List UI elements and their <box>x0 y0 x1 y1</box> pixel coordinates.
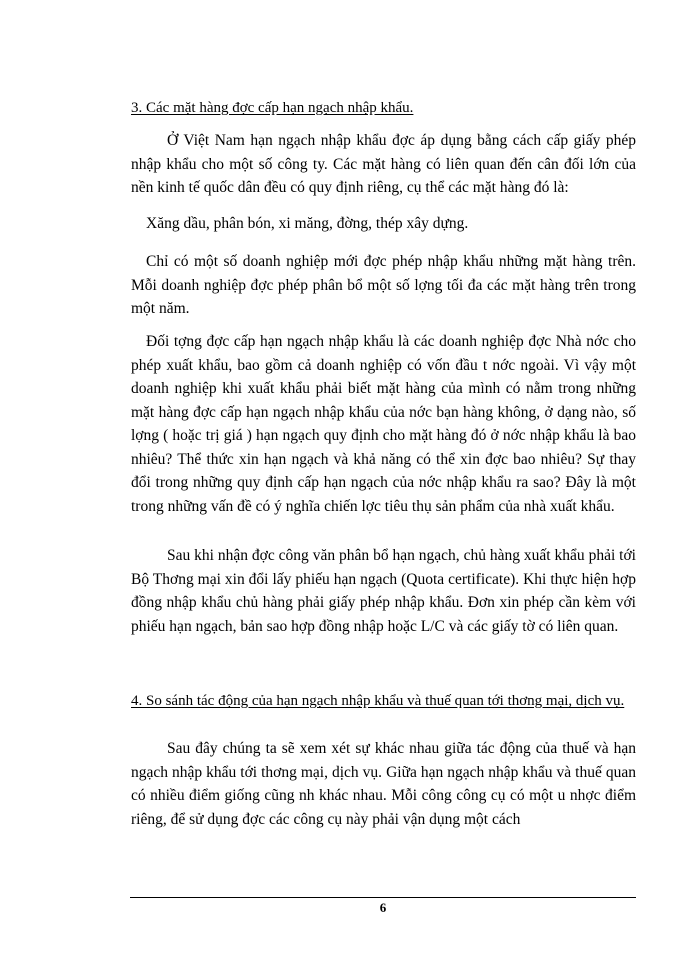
page-number: 6 <box>379 900 387 915</box>
section-3-paragraph-4: Sau khi nhận đợc công văn phân bổ hạn ngạch, chủ hàng xuất khẩu phải tới Bộ Thơng mại xin đổi lấy phiếu hạn ngạch (Quota certificate). Khi thực hiện hợp đồng nhập khẩu chủ hàng phải giấy phép nhập khẩu. Đơn xin phép cần kèm với phiếu hạn ngạch, bản sao hợp đồng nhập hoặc L/C và các giấy tờ có liên quan. <box>131 547 636 635</box>
footer-divider <box>130 897 636 898</box>
section-4-paragraph-1: Sau đây chúng ta sẽ xem xét sự khác nhau giữa tác động của thuế và hạn ngạch nhập khẩu tới thơng mại, dịch vụ. Giữa hạn ngạch nhập khẩu và thuế quan có nhiều điểm giống cũng nh khác nhau. Mỗi công công cụ có một u nhợc điểm riêng, để sử dụng đợc các công cụ này phải vận dụng một cách <box>131 740 636 828</box>
section-3-paragraph-1: Ở Việt Nam hạn ngạch nhập khẩu đợc áp dụng bằng cách cấp giấy phép nhập khẩu cho một số công ty. Các mặt hàng có liên quan đến cân đối lớn của nền kinh tế quốc dân đều có quy định riêng, cụ thể các mặt hàng đó là: <box>131 132 636 196</box>
section-3-paragraph-2: Chỉ có một số doanh nghiệp mới đợc phép nhập khẩu những mặt hàng trên. Mỗi doanh nghiệp đợc phép phân bổ một số lợng tối đa các mặt hàng trên trong một năm. <box>131 253 636 317</box>
section-3-item-list: Xăng dầu, phân bón, xi măng, đờng, thép xây dựng. <box>146 215 469 232</box>
section-3-heading: 3. Các mặt hàng đợc cấp hạn ngạch nhập khẩu. <box>131 100 414 116</box>
section-3-paragraph-3: Đối tợng đợc cấp hạn ngạch nhập khẩu là các doanh nghiệp đợc Nhà nớc cho phép xuất khẩu, bao gồm cả doanh nghiệp có vốn đầu t nớc ngoài. Vì vậy một doanh nghiệp khi xuất khẩu phải biết mặt hàng của mình có nằm trong những mặt hàng đợc cấp hạn ngạch nhập khẩu của nớc bạn hàng không, ở dạng nào, số lợng ( hoặc trị giá ) hạn ngạch quy định cho mặt hàng đó ở nớc nhập khẩu là bao nhiêu? Thể thức xin hạn ngạch và khả năng có thể xin đợc bao nhiêu? Sự thay đổi trong những quy định cấp hạn ngạch của nớc nhập khẩu ra sao? Đây là một trong những vấn đề có ý nghĩa chiến lợc tiêu thụ sản phẩm của nhà xuất khẩu. <box>131 333 636 515</box>
section-4-heading: 4. So sánh tác động của hạn ngạch nhập khẩu và thuế quan tới thơng mại, dịch vụ. <box>131 693 625 709</box>
